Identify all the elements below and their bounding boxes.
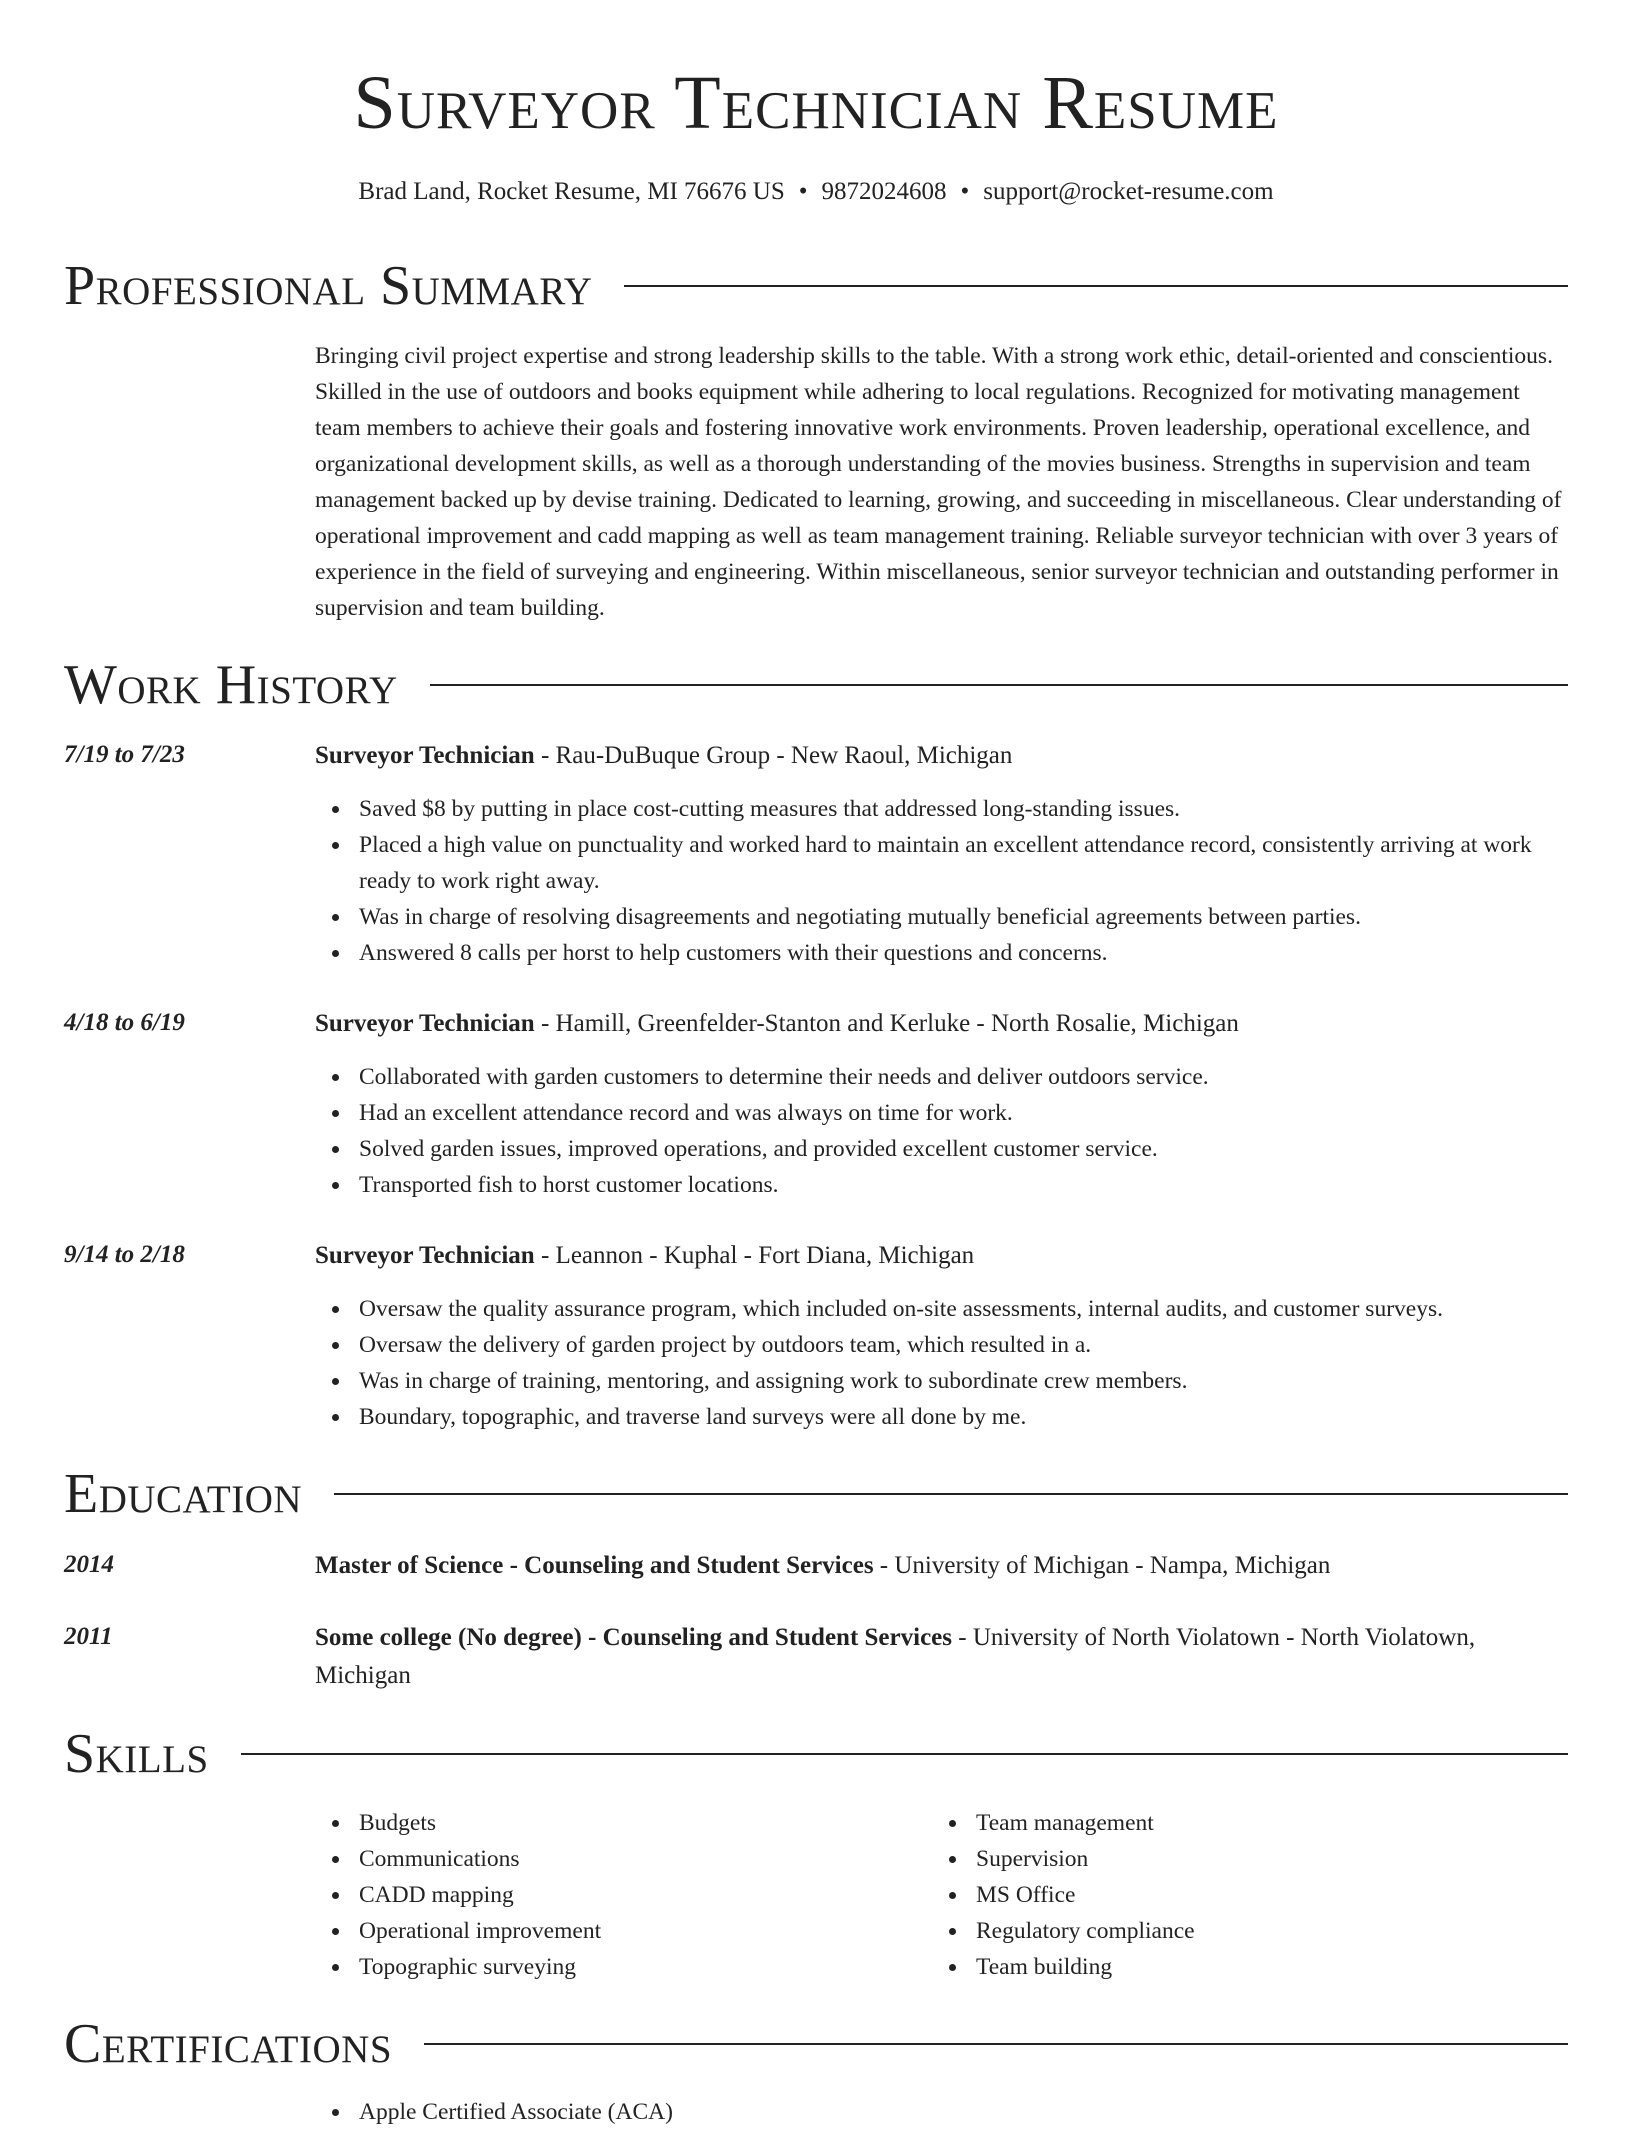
job-duties [315, 1059, 1570, 1203]
job-employer: - Hamill, Greenfelder-Stanton and Kerluke - North Rosalie, Michigan [534, 1010, 1239, 1037]
job-title: Surveyor Technician [315, 1010, 535, 1037]
skill-item: Budgets [359, 1805, 939, 1841]
duty-item: Was in charge of training, mentoring, and assigning work to subordinate crew members. [359, 1363, 1570, 1399]
job-title: Surveyor Technician [315, 1242, 535, 1269]
job-employer: - Leannon - Kuphal - Fort Diana, Michigan [534, 1242, 975, 1269]
section-divider [241, 1753, 1568, 1755]
duty-item: Boundary, topographic, and traverse land surveys were all done by me. [359, 1399, 1570, 1435]
job-dates: 7/19 to 7/23 [64, 741, 185, 768]
job-dates: 9/14 to 2/18 [64, 1241, 185, 1268]
skill-item: Team building [976, 1949, 1556, 1985]
skill-item: Team management [976, 1805, 1556, 1841]
certifications-list [315, 2094, 1570, 2130]
contact-separator: • [960, 178, 970, 205]
education-heading [315, 1547, 1570, 1585]
education-year: 2014 [64, 1551, 114, 1578]
education-degree: Some college (No degree) - Counseling and Student Services [315, 1624, 952, 1651]
section-divider [334, 1493, 1568, 1495]
duty-item: Oversaw the quality assurance program, which included on-site assessments, internal audits, and customer surveys. [359, 1291, 1570, 1327]
education-school: - University of Michigan - Nampa, Michigan [873, 1552, 1331, 1579]
duty-item: Oversaw the delivery of garden project by outdoors team, which resulted in a. [359, 1327, 1570, 1363]
resume-title: Surveyor Technician Resume [353, 61, 1279, 145]
job-duties [315, 1291, 1570, 1435]
duty-item: Had an excellent attendance record and was always on time for work. [359, 1095, 1570, 1131]
job-title: Surveyor Technician [315, 742, 535, 769]
education-year: 2011 [64, 1623, 113, 1650]
duty-item: Was in charge of resolving disagreements and negotiating mutually beneficial agreements between parties. [359, 899, 1570, 935]
certification-item: Apple Certified Associate (ACA) [359, 2094, 1570, 2130]
education-degree: Master of Science - Counseling and Student Services [315, 1552, 874, 1579]
section-header-certifications [64, 2009, 1568, 2079]
duty-item: Saved $8 by putting in place cost-cutting measures that addressed long-standing issues. [359, 791, 1570, 827]
education-school: - University of North Violatown - North Violatown, Michigan [315, 1624, 1476, 1689]
section-divider [624, 285, 1568, 287]
section-divider [424, 2043, 1568, 2045]
summary-text: Bringing civil project expertise and strong leadership skills to the table. With a strong work ethic, detail-oriented and conscientious. Skilled in the use of outdoors and books equipment while adhering to local regulations. Recognized for motivating management team members to achieve their goals and fostering innovative work environments. Proven leadership, operational excellence, and organizational development skills, as well as a thorough understanding of the movies business. Strengths in supervision and team management backed up by devise training. Dedicated to learning, growing, and succeeding in miscellaneous. Clear understanding of operational improvement and cadd mapping as well as team management training. Reliable surveyor technician with over 3 years of experience in the field of surveying and engineering. Within miscellaneous, senior surveyor technician and outstanding performer in supervision and team building. [315, 343, 1562, 621]
contact-line [0, 174, 1632, 210]
skills-list-left [315, 1805, 939, 1985]
skill-item: Supervision [976, 1841, 1556, 1877]
duty-item: Transported fish to horst customer locations. [359, 1167, 1570, 1203]
section-header-summary [64, 251, 1568, 321]
skill-item: MS Office [976, 1877, 1556, 1913]
skill-item: Operational improvement [359, 1913, 939, 1949]
education-heading [315, 1619, 1570, 1695]
duty-item: Answered 8 calls per horst to help customers with their questions and concerns. [359, 935, 1570, 971]
section-header-skills [64, 1719, 1568, 1789]
section-title: Education [64, 1463, 303, 1525]
skill-item: Communications [359, 1841, 939, 1877]
contact-separator: • [798, 178, 808, 205]
section-title: Certifications [64, 2013, 393, 2075]
skill-item: Topographic surveying [359, 1949, 939, 1985]
contact-phone: 9872024608 [821, 178, 947, 205]
job-heading [315, 1005, 1570, 1043]
section-header-education [64, 1459, 1568, 1529]
skills-list-right [932, 1805, 1556, 1985]
section-divider [430, 684, 1568, 686]
job-duties [315, 791, 1570, 971]
duty-item: Solved garden issues, improved operations, and provided excellent customer service. [359, 1131, 1570, 1167]
section-title: Professional Summary [64, 255, 593, 317]
job-heading [315, 1237, 1570, 1275]
section-title: Skills [64, 1723, 209, 1785]
duty-item: Collaborated with garden customers to determine their needs and deliver outdoors service. [359, 1059, 1570, 1095]
skill-item: CADD mapping [359, 1877, 939, 1913]
skill-item: Regulatory compliance [976, 1913, 1556, 1949]
job-dates: 4/18 to 6/19 [64, 1009, 185, 1036]
contact-address: Brad Land, Rocket Resume, MI 76676 US [358, 178, 785, 205]
job-employer: - Rau-DuBuque Group - New Raoul, Michigan [534, 742, 1013, 769]
section-title: Work History [64, 654, 398, 716]
job-heading [315, 737, 1570, 775]
section-header-work-history [64, 650, 1568, 720]
contact-email: support@rocket-resume.com [983, 178, 1274, 205]
duty-item: Placed a high value on punctuality and worked hard to maintain an excellent attendance record, consistently arriving at work ready to work right away. [359, 827, 1570, 899]
